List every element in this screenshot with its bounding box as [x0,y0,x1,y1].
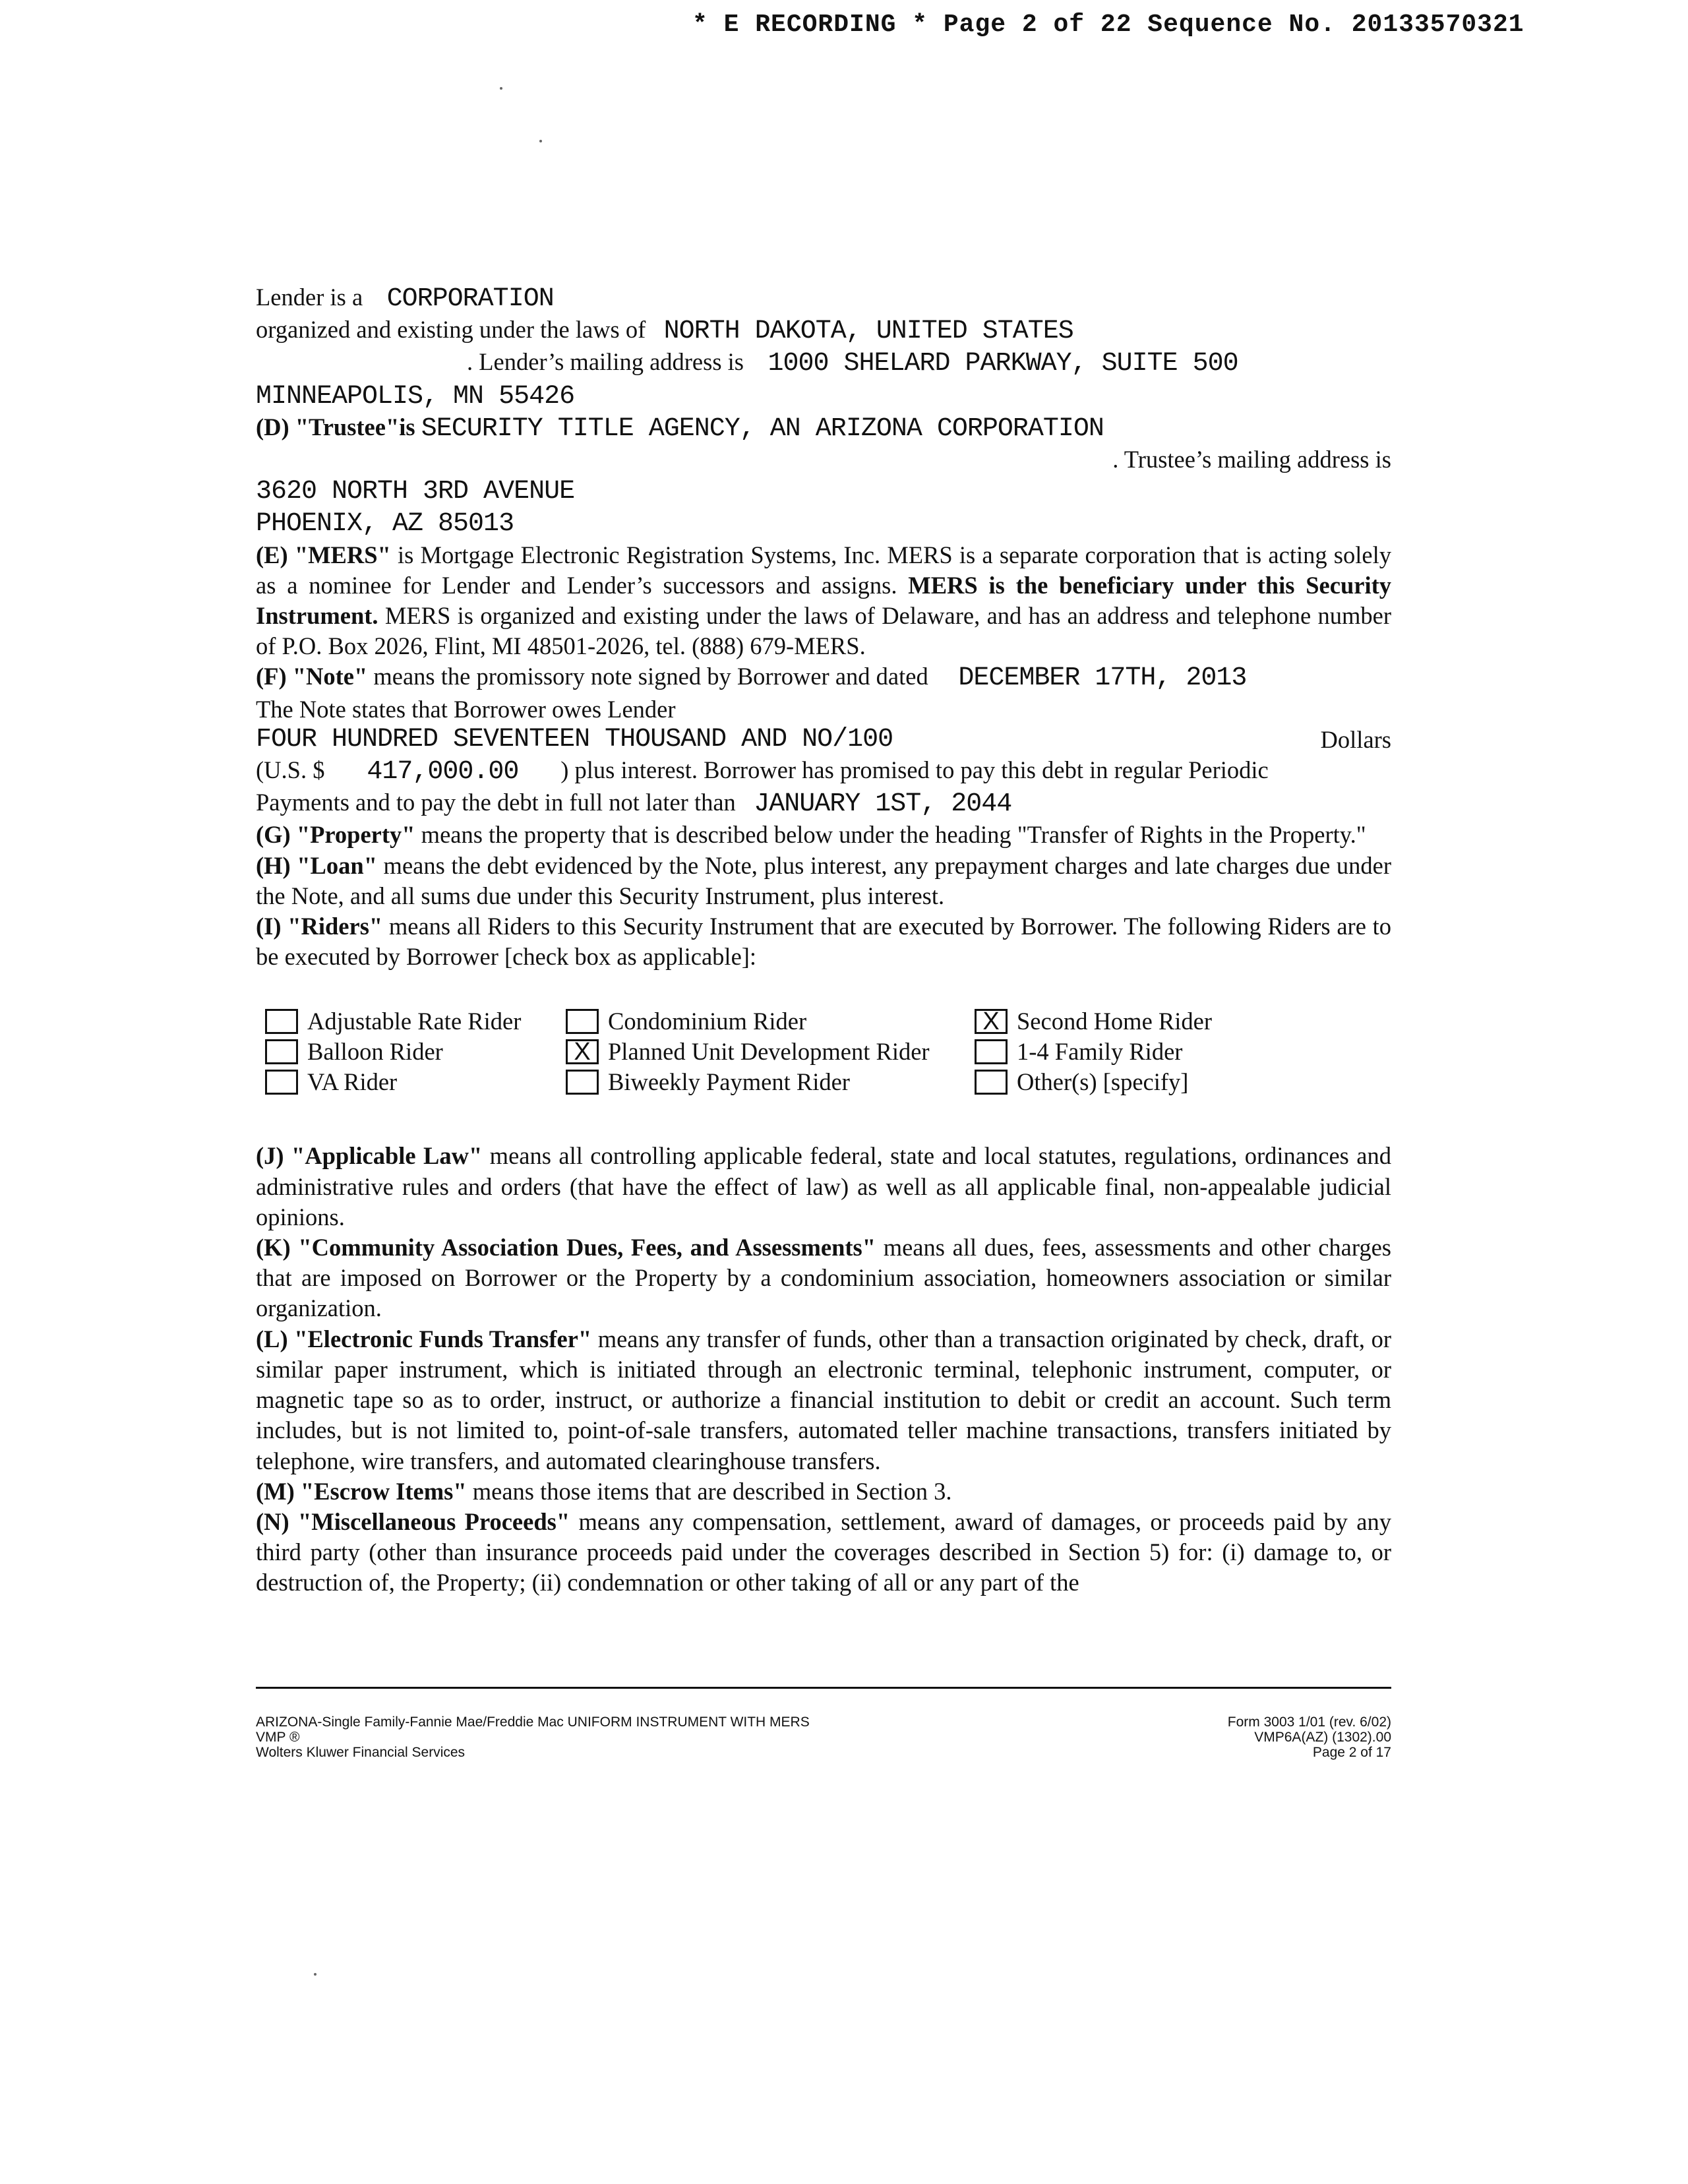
property-text: means the property that is described below under the heading "Transfer of Rights in the Property." [415,821,1366,849]
misc-proceeds-label: (N) "Miscellaneous Proceeds" [256,1507,570,1535]
note-date: DECEMBER 17TH, 2013 [958,663,1247,694]
misc-proceeds-text: means any compensation, settlement, award of damages, or proceeds paid by any third party (other than insurance proceeds paid under the coverages described in Section 5) for: (i) damage to, or destruction of, the Property; (ii) condemnation or other taking of all or any part of the [256,1507,1391,1596]
lender-address-line [256,380,1391,412]
footer-form-title: ARIZONA-Single Family-Fannie Mae/Freddie Mac UNIFORM INSTRUMENT WITH MERS [256,1714,810,1730]
community-dues-text: means all dues, fees, assessments and other charges that are imposed on Borrower or the Property by a condominium association, homeowners association or similar organization. [256,1234,1391,1322]
applicable-law-label: (J) "Applicable Law" [256,1142,483,1170]
trustee-line [256,412,1391,444]
trustee-name: SECURITY TITLE AGENCY, AN ARIZONA CORPORATION [421,413,1104,444]
note-payments-text: Payments and to pay the debt in full not later than [256,789,736,816]
rider-checkbox[interactable]: X [975,1009,1008,1034]
rider-others [975,1067,1304,1097]
note-amount-words-line [256,725,1391,755]
lender-organized-label: organized and existing under the laws of [256,316,646,344]
lender-address-line1: 1000 SHELARD PARKWAY, SUITE 500 [768,349,1238,379]
rider-biweekly-payment [566,1067,975,1097]
note-amount-words: FOUR HUNDRED SEVENTEEN THOUSAND AND NO/100 [256,724,893,754]
applicable-law-definition [256,1141,1391,1232]
note-amount: 417,000.00 [367,757,519,787]
rider-label: Balloon Rider [307,1038,443,1066]
rider-checkbox[interactable] [265,1009,298,1034]
escrow-items-definition [256,1476,1391,1507]
escrow-items-label: (M) "Escrow Items" [256,1477,467,1505]
lender-type-line [256,282,1391,315]
rider-checkbox[interactable] [265,1039,298,1064]
rider-label: Biweekly Payment Rider [608,1068,850,1096]
trustee-address-line1 [256,475,1391,507]
community-dues-definition [256,1232,1391,1324]
rider-checkbox[interactable] [566,1009,599,1034]
scan-speck [539,140,542,142]
note-label: (F) "Note" [256,663,368,690]
scan-speck [314,1973,316,1976]
note-owes-text: The Note states that Borrower owes Lender [256,695,676,723]
riders-label: (I) "Riders" [256,913,383,940]
riders-definition [256,911,1391,972]
rider-checkbox[interactable] [975,1039,1008,1064]
note-us-label: (U.S. $ [256,756,325,784]
rider-label: VA Rider [307,1068,398,1096]
mers-label: (E) "MERS" [256,541,391,568]
trustee-mailing-line [256,444,1391,475]
trustee-is: is [399,413,415,440]
trustee-address-1: 3620 NORTH 3RD AVENUE [256,477,575,507]
document-body [256,282,1391,1598]
loan-text: means the debt evidenced by the Note, plus interest, any prepayment charges and late charges due under the Note, and all sums due under this Security Instrument, plus interest. [256,851,1391,909]
lender-is-label: Lender is a [256,284,363,311]
applicable-law-text: means all controlling applicable federal, state and local statutes, regulations, ordinances and administrative rules and orders (that have the effect of law) as well as all applicable final, non-appealable judicial opinions. [256,1142,1391,1230]
lender-type: CORPORATION [386,284,554,314]
rider-1-4-family [975,1037,1304,1067]
rider-adjustable-rate [265,1006,566,1037]
footer-page-number: Page 2 of 17 [1312,1745,1391,1760]
note-interest-text: ) plus interest. Borrower has promised to pay this debt in regular Periodic [560,756,1269,784]
recording-header: * E RECORDING * Page 2 of 22 Sequence No. 20133570321 [692,11,1524,39]
scan-speck [500,87,502,90]
trustee-mailing-label: . Trustee’s mailing address is [1112,446,1391,473]
rider-va [265,1067,566,1097]
rider-label: Condominium Rider [608,1008,807,1035]
note-line [256,661,1391,694]
rider-balloon [265,1037,566,1067]
loan-label: (H) "Loan" [256,851,377,879]
riders-text: means all Riders to this Security Instrument that are executed by Borrower. The following Riders are to be executed by Borrower [check box as applicable]: [256,913,1391,971]
note-maturity-date: JANUARY 1ST, 2044 [754,789,1012,820]
lender-mailing-line [256,347,1391,379]
footer-divider [256,1687,1391,1689]
trustee-address-2: PHOENIX, AZ 85013 [256,509,514,539]
lender-mailing-label: . Lender’s mailing address is [467,348,744,376]
rider-label: Second Home Rider [1017,1008,1212,1035]
footer-form-revision: Form 3003 1/01 (rev. 6/02) [1227,1714,1391,1730]
escrow-items-text: means those items that are described in Section 3. [466,1477,952,1505]
community-dues-label: (K) "Community Association Dues, Fees, and Assessments" [256,1234,876,1261]
rider-second-home [975,1006,1304,1037]
property-label: (G) "Property" [256,821,415,849]
trustee-label: (D) "Trustee" [256,413,400,440]
mers-definition [256,540,1391,662]
mers-beneficiary: MERS is the beneficiary under this Security Instrument. [256,571,1391,630]
eft-definition [256,1324,1391,1476]
rider-condominium [566,1006,975,1037]
rider-checkbox[interactable] [975,1070,1008,1095]
footer-form-code: VMP6A(AZ) (1302).00 [1254,1730,1391,1745]
note-amount-line [256,755,1391,787]
footer-form-number [1121,1714,1391,1760]
rider-label: Adjustable Rate Rider [307,1008,522,1035]
eft-text: means any transfer of funds, other than a transaction originated by check, draft, or similar paper instrument, which is initiated through an electronic terminal, telephonic instrument, computer, or magnetic tape so as to order, instruct, or authorize a financial institution to debit or credit an account. Such term includes, but is not limited to, point-of-sale transfers, automated teller machine transactions, transfers initiated by telephone, wire transfers, and automated clearinghouse transfers. [256,1325,1391,1474]
footer-publisher: Wolters Kluwer Financial Services [256,1745,466,1760]
mers-text-2: MERS is organized and existing under the laws of Delaware, and has an address and telephone number of P.O. Box 2026, Flint, MI 48501-2026, tel. (888) 679-MERS. [256,602,1391,660]
rider-label: 1-4 Family Rider [1017,1038,1183,1066]
rider-label: Planned Unit Development Rider [608,1038,930,1066]
note-text: means the promissory note signed by Borrower and dated [367,663,928,690]
footer-form-info [256,1714,810,1760]
rider-planned-unit-development [566,1037,975,1067]
rider-checkbox[interactable]: X [566,1039,599,1064]
note-maturity-line [256,787,1391,820]
rider-checkbox[interactable] [566,1070,599,1095]
eft-label: (L) "Electronic Funds Transfer" [256,1325,592,1352]
riders-checklist [265,1006,1391,1097]
note-dollars-label: Dollars [1320,725,1391,753]
rider-label: Other(s) [specify] [1017,1068,1189,1096]
property-definition [256,820,1391,850]
footer-vmp: VMP ® [256,1730,300,1745]
lender-address-line2: MINNEAPOLIS, MN 55426 [256,381,575,411]
rider-checkbox[interactable] [265,1070,298,1095]
loan-definition [256,851,1391,911]
trustee-address-line2 [256,507,1391,539]
note-owes-line [256,694,1391,725]
lender-jurisdiction: NORTH DAKOTA, UNITED STATES [663,317,1073,347]
misc-proceeds-definition [256,1507,1391,1598]
mers-text-1: is Mortgage Electronic Registration Systems, Inc. MERS is a separate corporation that is acting solely as a nominee for Lender and Lender’s successors and assigns. [256,541,1391,599]
lender-jurisdiction-line [256,315,1391,347]
